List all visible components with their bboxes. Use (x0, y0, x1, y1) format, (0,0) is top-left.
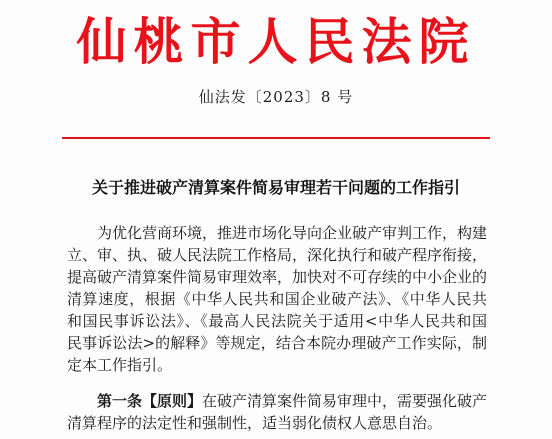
document-title: 关于推进破产清算案件简易审理若干问题的工作指引 (91, 178, 460, 197)
preamble-line: 和国民事诉讼法》、《最高人民法院关于适用<中华人民共和国 (67, 312, 487, 330)
preamble-line: 清算速度，根据《中华人民共和国企业破产法》、《中华人民共 (67, 290, 487, 308)
document-body (67, 222, 487, 434)
article-1-line: 清算程序的法定性和强制性，适当弱化债权人意思自治。 (67, 414, 443, 432)
preamble-line: 提高破产清算案件简易审理效率，加快对不可存续的中小企业的 (67, 268, 488, 286)
document-number: 仙法发〔2023〕8 号 (198, 88, 354, 106)
paragraph-gap (67, 376, 487, 390)
preamble-line: 为优化营商环境，推进市场化导向企业破产审判工作，构建 (97, 224, 488, 242)
preamble-line: 定本工作指引。 (67, 356, 173, 374)
article-1-text: 在破产清算案件简易审理中，需要强化破产 (202, 392, 488, 410)
preamble-line: 民事诉讼法>的解释》等规定，结合本院办理破产工作实际，制 (67, 334, 487, 352)
court-name-header: 仙桃市人民法院 (76, 12, 476, 71)
article-1-heading: 第一条【原则】 (97, 392, 203, 410)
article-1-line (67, 390, 487, 412)
preamble-line: 立、审、执、破人民法院工作格局，深化执行和破产程序衔接， (67, 246, 488, 264)
red-divider-line (62, 137, 490, 139)
